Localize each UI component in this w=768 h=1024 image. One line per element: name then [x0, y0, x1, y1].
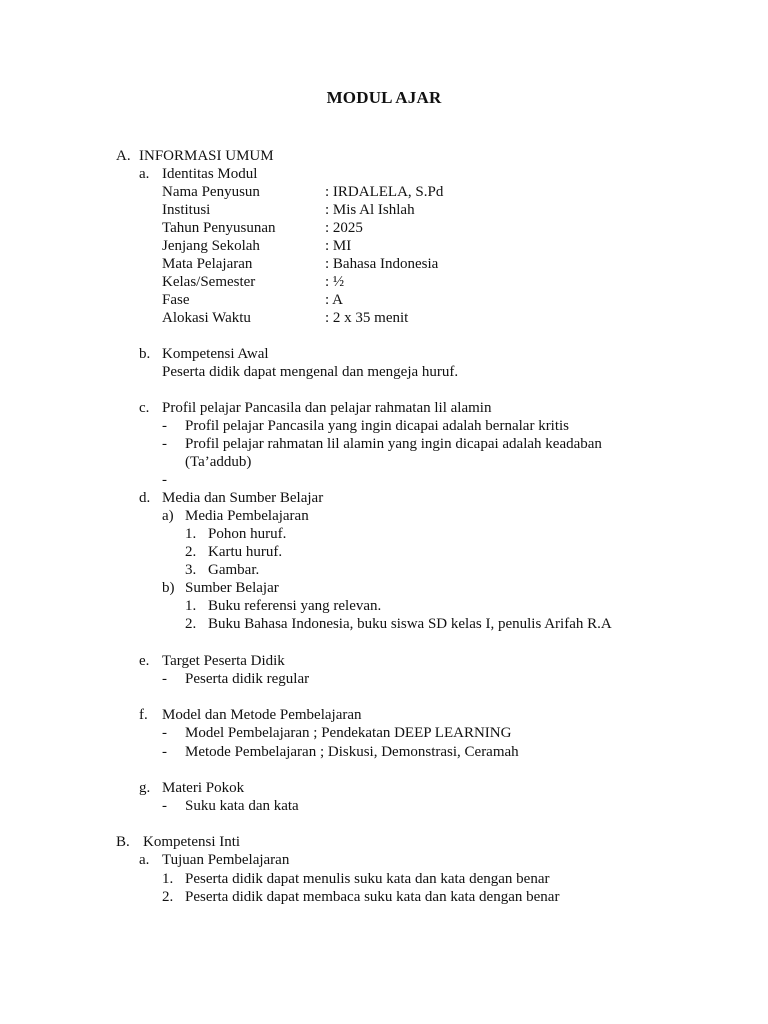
numbered-marker: 1. [185, 598, 197, 614]
numbered-marker: 1. [185, 526, 197, 542]
section-b-marker: B. [116, 834, 130, 850]
numbered-marker: 1. [162, 871, 174, 887]
item-f-heading: Model dan Metode Pembelajaran [162, 707, 362, 723]
identity-value: : Bahasa Indonesia [325, 256, 439, 272]
identity-label: Alokasi Waktu [162, 310, 251, 326]
list-item-text: Profil pelajar Pancasila yang ingin dicapai adalah bernalar kritis [185, 418, 570, 434]
item-f-marker: f. [139, 707, 148, 723]
subitem-heading: Media Pembelajaran [185, 508, 309, 524]
section-a-marker: A. [116, 148, 131, 164]
list-item-text: Model Pembelajaran ; Pendekatan DEEP LEARNING [185, 725, 512, 741]
list-item-text: Metode Pembelajaran ; Diskusi, Demonstrasi, Ceramah [185, 744, 519, 760]
numbered-text: Buku referensi yang relevan. [208, 598, 382, 614]
section-a-heading: INFORMASI UMUM [139, 148, 274, 164]
numbered-text: Peserta didik dapat membaca suku kata dan kata dengan benar [185, 889, 560, 905]
item-c-marker: c. [139, 400, 150, 416]
item-b-a-heading: Tujuan Pembelajaran [162, 852, 290, 868]
identity-value: : ½ [325, 274, 345, 290]
numbered-marker: 2. [185, 544, 197, 560]
list-dash: - [162, 725, 167, 741]
item-b-text: Peserta didik dapat mengenal dan mengeja huruf. [162, 364, 459, 380]
item-e-marker: e. [139, 653, 150, 669]
numbered-marker: 2. [185, 616, 197, 632]
item-a-marker: a. [139, 166, 150, 182]
item-b-a-marker: a. [139, 852, 150, 868]
numbered-text: Peserta didik dapat menulis suku kata dan kata dengan benar [185, 871, 550, 887]
identity-value: : IRDALELA, S.Pd [325, 184, 444, 200]
item-c-heading: Profil pelajar Pancasila dan pelajar rahmatan lil alamin [162, 400, 492, 416]
list-item-text-continued: (Ta’addub) [185, 454, 252, 470]
section-b-heading: Kompetensi Inti [143, 834, 241, 850]
item-e-heading: Target Peserta Didik [162, 653, 285, 669]
list-dash: - [162, 472, 167, 488]
list-item-text: Profil pelajar rahmatan lil alamin yang ingin dicapai adalah keadaban [185, 436, 602, 452]
identity-value: : MI [325, 238, 352, 254]
numbered-text: Buku Bahasa Indonesia, buku siswa SD kelas I, penulis Arifah R.A [208, 616, 612, 632]
list-item-text: Suku kata dan kata [185, 798, 299, 814]
identity-label: Fase [162, 292, 190, 308]
identity-label: Jenjang Sekolah [162, 238, 260, 254]
list-dash: - [162, 418, 167, 434]
item-g-heading: Materi Pokok [162, 780, 245, 796]
list-dash: - [162, 798, 167, 814]
numbered-text: Pohon huruf. [208, 526, 287, 542]
subitem-marker: b) [162, 580, 175, 596]
identity-value: : A [325, 292, 343, 308]
item-g-marker: g. [139, 780, 151, 796]
numbered-marker: 3. [185, 562, 197, 578]
identity-value: : 2025 [325, 220, 363, 236]
item-b-heading: Kompetensi Awal [162, 346, 269, 362]
list-dash: - [162, 744, 167, 760]
item-b-marker: b. [139, 346, 151, 362]
numbered-text: Gambar. [208, 562, 260, 578]
item-a-heading: Identitas Modul [162, 166, 258, 182]
identity-label: Kelas/Semester [162, 274, 256, 290]
identity-label: Nama Penyusun [162, 184, 260, 200]
identity-label: Institusi [162, 202, 211, 218]
list-dash: - [162, 436, 167, 452]
item-d-heading: Media dan Sumber Belajar [162, 490, 324, 506]
subitem-heading: Sumber Belajar [185, 580, 279, 596]
page-title: MODUL AJAR [326, 88, 442, 107]
identity-label: Mata Pelajaran [162, 256, 253, 272]
list-dash: - [162, 671, 167, 687]
identity-label: Tahun Penyusunan [162, 220, 276, 236]
subitem-marker: a) [162, 508, 174, 524]
numbered-marker: 2. [162, 889, 174, 905]
item-d-marker: d. [139, 490, 151, 506]
identity-value: : Mis Al Ishlah [325, 202, 415, 218]
list-item-text: Peserta didik regular [185, 671, 310, 687]
numbered-text: Kartu huruf. [208, 544, 283, 560]
identity-value: : 2 x 35 menit [325, 310, 409, 326]
